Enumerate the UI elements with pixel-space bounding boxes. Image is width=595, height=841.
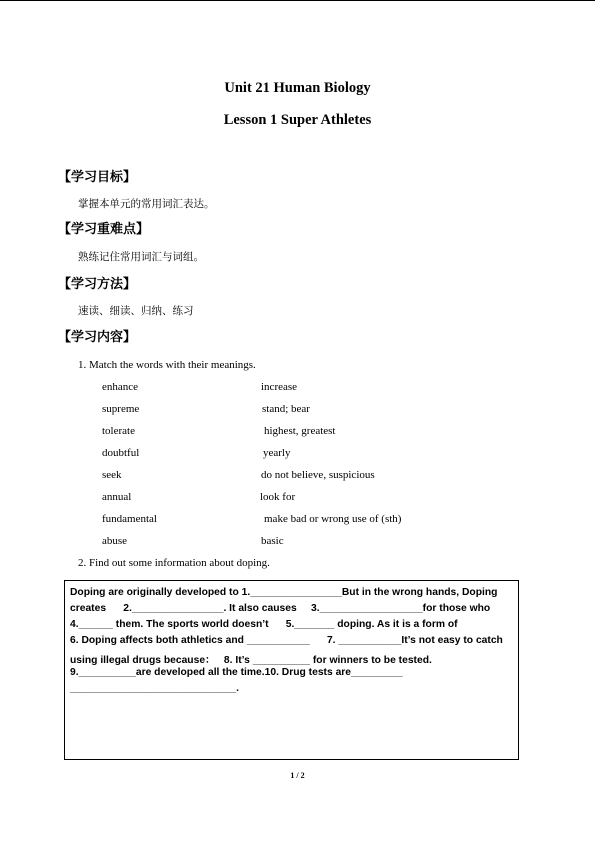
meaning-item: stand; bear (262, 403, 310, 415)
word-item: enhance (102, 381, 139, 393)
box-line: using illegal drugs because： 8. It’s __________ for winners to be tested. (70, 655, 432, 666)
word-item: doubtful (102, 447, 140, 459)
meaning-item: do not believe, suspicious (261, 469, 375, 481)
section-text-methods: 速读、细读、归纳、练习 (78, 305, 194, 317)
meaning-item: increase (261, 381, 298, 393)
section-heading-methods: 【学习方法】 (58, 277, 137, 292)
box-line: _____________________________. (70, 683, 239, 694)
box-line: 9.__________are developed all the time.10. Drug tests are_________ (70, 667, 403, 678)
question-1: 1. Match the words with their meanings. (78, 359, 256, 371)
section-text-key-points: 熟练记住常用词汇与词组。 (78, 251, 204, 263)
word-item: tolerate (102, 425, 135, 437)
word-item: abuse (102, 535, 128, 547)
page-subtitle: Lesson 1 Super Athletes (223, 112, 372, 128)
box-line: 6. Doping affects both athletics and ___________ 7. ___________It’s not easy to catch (70, 635, 503, 646)
word-item: fundamental (102, 513, 157, 525)
meaning-item: make bad or wrong use of (sth) (264, 513, 402, 525)
box-line: creates 2.________________. It also causes 3.__________________for those who (70, 603, 491, 614)
meaning-item: highest, greatest (264, 425, 336, 437)
top-rule (0, 0, 595, 1)
box-line: 4.______ them. The sports world doesn’t 5._______ doping. As it is a form of (70, 619, 458, 630)
page-number: 1 / 2 (290, 771, 305, 780)
section-heading-objectives: 【学习目标】 (58, 170, 137, 185)
meaning-item: yearly (263, 447, 291, 459)
word-item: annual (102, 491, 132, 503)
meaning-item: basic (261, 535, 284, 547)
box-line: Doping are originally developed to 1.________________But in the wrong hands, Doping (70, 587, 498, 598)
word-item: seek (102, 469, 122, 481)
page-title: Unit 21 Human Biology (224, 80, 371, 96)
meaning-item: look for (260, 491, 296, 503)
question-2: 2. Find out some information about doping. (78, 557, 270, 569)
word-item: supreme (102, 403, 140, 415)
section-text-objectives: 掌握本单元的常用词汇表达。 (78, 198, 215, 210)
section-heading-content: 【学习内容】 (58, 330, 137, 345)
section-heading-key-points: 【学习重难点】 (58, 222, 150, 237)
